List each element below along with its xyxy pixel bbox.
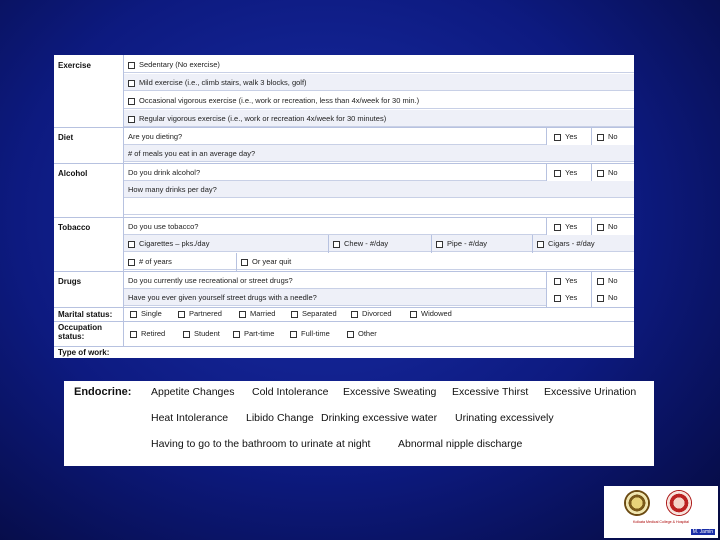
alcohol-no-checkbox[interactable]: No xyxy=(597,164,618,181)
tobacco-pipe-checkbox[interactable]: Pipe - #/day xyxy=(432,235,532,252)
divider xyxy=(591,127,592,145)
drugs-question-needle: Have you ever given yourself street drugs with a needle? xyxy=(124,289,546,306)
divider xyxy=(546,271,547,307)
tobacco-no-checkbox[interactable]: No xyxy=(597,218,618,235)
hospital-seal-icon xyxy=(666,490,692,516)
exercise-option-regular[interactable]: Regular vigorous exercise (i.e., work or recreation 4x/week for 30 minutes) xyxy=(124,110,634,127)
exercise-section xyxy=(54,55,634,128)
work-type-section xyxy=(54,346,634,358)
institution-logo xyxy=(604,486,718,538)
marital-separated-checkbox[interactable]: Separated xyxy=(291,305,337,322)
endocrine-item: Abnormal nipple discharge xyxy=(398,438,523,450)
divider xyxy=(546,163,547,181)
divider xyxy=(591,163,592,181)
endocrine-item: Cold Intolerance xyxy=(252,386,329,398)
exercise-option-occasional[interactable]: Occasional vigorous exercise (i.e., work or recreation, less than 4x/week for 30 min.) xyxy=(124,92,634,109)
exercise-option-mild[interactable]: Mild exercise (i.e., climb stairs, walk 3 blocks, golf) xyxy=(124,74,634,91)
endocrine-item: Urinating excessively xyxy=(455,412,554,424)
diet-question-dieting: Are you dieting? xyxy=(124,128,546,145)
alcohol-question-drinks-per-day[interactable]: How many drinks per day? xyxy=(124,181,634,198)
divider xyxy=(546,217,547,235)
alcohol-yes-checkbox[interactable]: Yes xyxy=(554,164,577,181)
endocrine-item: Excessive Urination xyxy=(544,386,637,398)
tobacco-label: Tobacco xyxy=(54,217,124,271)
exercise-option-sedentary[interactable]: Sedentary (No exercise) xyxy=(124,56,634,73)
marital-section xyxy=(54,307,634,322)
college-seal-icon xyxy=(624,490,650,516)
tobacco-section xyxy=(54,217,634,272)
diet-label: Diet xyxy=(54,127,124,163)
diet-no-checkbox[interactable]: No xyxy=(597,128,618,145)
occupation-other-checkbox[interactable]: Other xyxy=(347,325,377,342)
drugs-current-yes-checkbox[interactable]: Yes xyxy=(554,272,577,289)
drugs-question-current: Do you currently use recreational or street drugs? xyxy=(124,272,546,289)
marital-single-checkbox[interactable]: Single xyxy=(130,305,162,322)
drugs-needle-yes-checkbox[interactable]: Yes xyxy=(554,289,577,306)
tobacco-years-checkbox[interactable]: # of years xyxy=(124,253,236,270)
drugs-label: Drugs xyxy=(54,271,124,307)
work-type-label: Type of work: xyxy=(58,348,110,357)
divider xyxy=(591,271,592,307)
endocrine-item: Having to go to the bathroom to urinate at night xyxy=(151,438,371,450)
diet-section xyxy=(54,127,634,164)
endocrine-item: Excessive Thirst xyxy=(452,386,529,398)
tobacco-quit-checkbox[interactable]: Or year quit xyxy=(237,253,634,270)
tobacco-question-use: Do you use tobacco? xyxy=(124,218,546,235)
occupation-retired-checkbox[interactable]: Retired xyxy=(130,325,165,342)
occupation-label: Occupation status: xyxy=(54,321,124,346)
endocrine-item: Excessive Sweating xyxy=(343,386,437,398)
marital-married-checkbox[interactable]: Married xyxy=(239,305,275,322)
marital-label: Marital status: xyxy=(54,307,124,321)
divider xyxy=(546,127,547,145)
occupation-section xyxy=(54,321,634,347)
endocrine-item: Drinking excessive water xyxy=(321,412,438,424)
tobacco-chew-checkbox[interactable]: Chew - #/day xyxy=(329,235,431,252)
occupation-fulltime-checkbox[interactable]: Full-time xyxy=(290,325,330,342)
alcohol-question-drink: Do you drink alcohol? xyxy=(124,164,546,181)
marital-partnered-checkbox[interactable]: Partnered xyxy=(178,305,222,322)
endocrine-title: Endocrine: xyxy=(74,386,132,398)
alcohol-section xyxy=(54,163,634,218)
diet-question-meals[interactable]: # of meals you eat in an average day? xyxy=(124,145,634,162)
tobacco-yes-checkbox[interactable]: Yes xyxy=(554,218,577,235)
divider xyxy=(591,217,592,235)
drugs-current-no-checkbox[interactable]: No xyxy=(597,272,618,289)
endocrine-item: Libido Change xyxy=(246,412,314,424)
alcohol-answer-field[interactable] xyxy=(124,198,634,215)
exercise-label: Exercise xyxy=(54,55,124,127)
tobacco-cigars-checkbox[interactable]: Cigars - #/day xyxy=(533,235,634,252)
endocrine-panel xyxy=(64,381,654,466)
marital-divorced-checkbox[interactable]: Divorced xyxy=(351,305,392,322)
diet-yes-checkbox[interactable]: Yes xyxy=(554,128,577,145)
logo-caption: Kolkata Medical College & Hospital xyxy=(633,520,689,524)
occupation-parttime-checkbox[interactable]: Part-time xyxy=(233,325,274,342)
endocrine-item: Appetite Changes xyxy=(151,386,235,398)
marital-widowed-checkbox[interactable]: Widowed xyxy=(410,305,452,322)
author-tag: M. Jamin xyxy=(692,529,713,535)
history-form xyxy=(54,55,634,358)
drugs-needle-no-checkbox[interactable]: No xyxy=(597,289,618,306)
drugs-section xyxy=(54,271,634,308)
occupation-student-checkbox[interactable]: Student xyxy=(183,325,220,342)
alcohol-label: Alcohol xyxy=(54,163,124,217)
endocrine-item: Heat Intolerance xyxy=(151,412,229,424)
tobacco-cigarettes-checkbox[interactable]: Cigarettes – pks./day xyxy=(124,235,328,252)
